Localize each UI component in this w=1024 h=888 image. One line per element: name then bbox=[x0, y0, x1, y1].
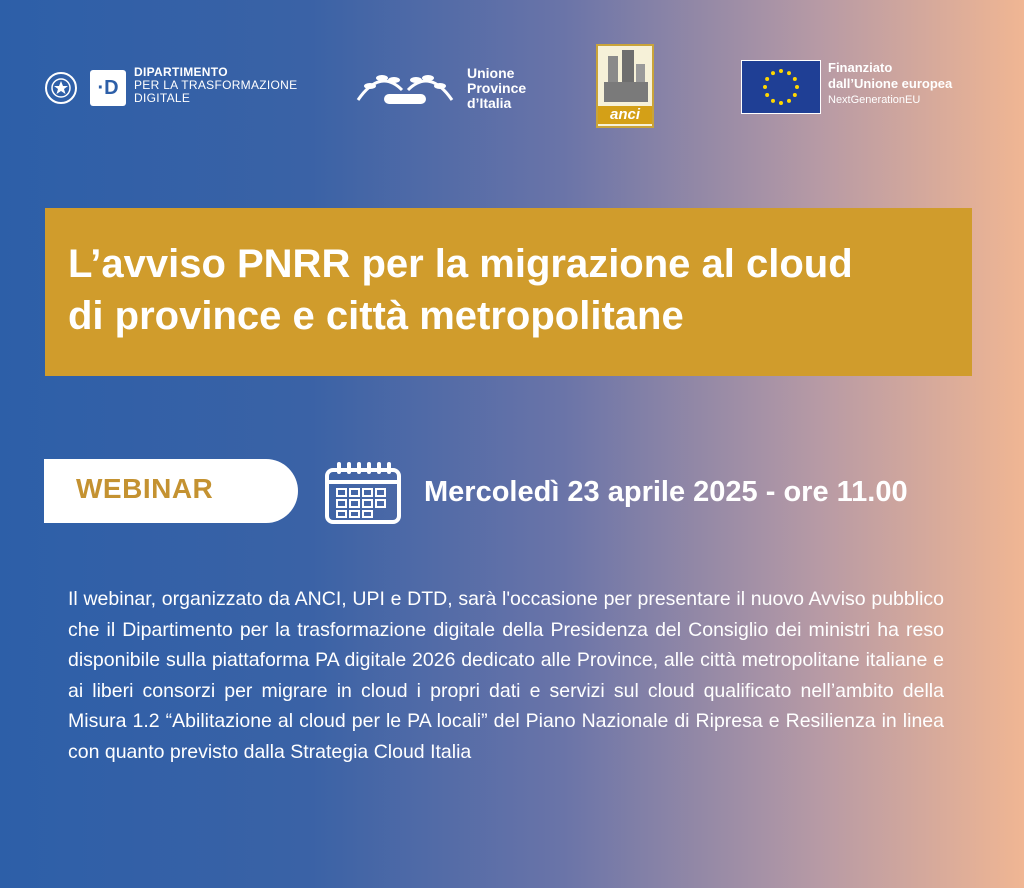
webinar-badge bbox=[44, 459, 298, 523]
webinar-label: WEBINAR bbox=[76, 473, 214, 504]
eu-star bbox=[787, 99, 791, 103]
title-line-2: di province e città metropolitane bbox=[68, 294, 684, 338]
eu-line-3: NextGenerationEU bbox=[828, 94, 921, 106]
event-description: Il webinar, organizzato da ANCI, UPI e DTD, sarà l'occasione per presentare il nuovo Avviso pubblico che il Dipartimento per la trasformazione digitale della Presidenza del Consiglio dei ministri ha reso disponibile sulla piattaforma PA digitale 2026 dedicato alle Province, alle città metropolitane italiane e ai liberi consorzi per migrare in cloud i propri dati e servizi sul cloud qualificato nell’ambito della Misura 1.2 “Abilitazione al cloud per le PA locali” del Piano Nazionale di Ripresa e Resilienza in linea con quanto previsto dalla Strategia Cloud Italia bbox=[68, 588, 944, 763]
upi-line-3: d’Italia bbox=[467, 95, 512, 111]
eu-star bbox=[765, 77, 769, 81]
eu-star bbox=[771, 71, 775, 75]
eu-star bbox=[793, 93, 797, 97]
wreath-icon bbox=[350, 60, 460, 120]
eu-flag-icon bbox=[741, 60, 821, 114]
eu-star bbox=[779, 69, 783, 73]
republic-emblem-icon bbox=[44, 68, 78, 108]
eu-logo-text bbox=[828, 60, 952, 108]
upi-line-1: Unione bbox=[467, 65, 515, 81]
upi-logo-text bbox=[467, 66, 526, 111]
eu-star bbox=[763, 85, 767, 89]
tower-icon bbox=[598, 46, 652, 106]
eu-star bbox=[779, 101, 783, 105]
eu-star bbox=[765, 93, 769, 97]
anci-label: anci bbox=[598, 106, 652, 124]
eu-line-1: Finanziato bbox=[828, 60, 893, 75]
eu-star bbox=[771, 99, 775, 103]
dtd-badge: ·D bbox=[90, 70, 126, 106]
logo-bar bbox=[0, 40, 1024, 140]
title-banner bbox=[45, 208, 972, 376]
event-date: Mercoledì 23 aprile 2025 - ore 11.00 bbox=[424, 476, 908, 508]
page-title bbox=[68, 238, 948, 342]
title-line-1: L’avviso PNRR per la migrazione al cloud bbox=[68, 242, 853, 286]
calendar-icon bbox=[323, 460, 403, 526]
eu-star bbox=[795, 85, 799, 89]
eu-star bbox=[793, 77, 797, 81]
dtd-logo-text bbox=[134, 66, 297, 105]
dtd-line-2: PER LA TRASFORMAZIONE bbox=[134, 78, 298, 92]
eu-line-2: dall’Unione europea bbox=[828, 76, 953, 91]
anci-logo bbox=[596, 44, 654, 128]
dtd-line-3: DIGITALE bbox=[134, 91, 191, 105]
upi-line-2: Province bbox=[467, 80, 527, 96]
eu-star bbox=[787, 71, 791, 75]
dtd-line-1: DIPARTIMENTO bbox=[134, 65, 228, 79]
